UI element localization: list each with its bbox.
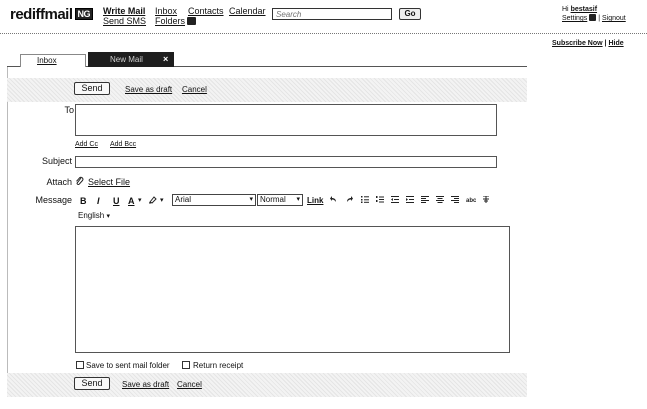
redo-icon[interactable] bbox=[345, 196, 353, 203]
font-size-value: Normal bbox=[260, 195, 286, 204]
spellcheck-icon[interactable] bbox=[466, 196, 476, 203]
greeting-text: Hi bbox=[562, 6, 569, 13]
subject-field[interactable] bbox=[75, 156, 497, 168]
font-color-chevron-icon[interactable]: ▾ bbox=[138, 197, 142, 204]
save-draft-link-top[interactable]: Save as draft bbox=[125, 85, 173, 94]
font-size-chevron-icon: ▾ bbox=[296, 196, 300, 203]
align-center-icon[interactable] bbox=[436, 196, 444, 203]
send-button-bottom[interactable]: Send bbox=[74, 377, 110, 390]
rediffmail-logo[interactable] bbox=[10, 6, 93, 23]
user-panel bbox=[562, 5, 626, 23]
translate-icon[interactable] bbox=[482, 196, 490, 203]
language-value: English bbox=[78, 211, 105, 220]
header-divider bbox=[0, 33, 647, 34]
attach-label: Attach bbox=[46, 177, 72, 187]
inbox-nav-link[interactable]: Inbox bbox=[155, 6, 178, 16]
message-body-editor[interactable] bbox=[75, 226, 510, 353]
hide-promo-link[interactable]: Hide bbox=[608, 40, 624, 47]
signout-link[interactable]: Signout bbox=[601, 15, 626, 22]
svg-text:abc: abc bbox=[466, 198, 476, 203]
select-file-link[interactable]: Select File bbox=[88, 177, 131, 187]
save-to-sent-label: Save to sent mail folder bbox=[86, 361, 170, 370]
return-receipt-label: Return receipt bbox=[193, 361, 244, 370]
tab-new-mail[interactable] bbox=[88, 52, 174, 67]
add-cc-link[interactable]: Add Cc bbox=[75, 141, 98, 148]
username-link[interactable]: bestasif bbox=[570, 6, 598, 13]
numbered-list-icon[interactable] bbox=[376, 196, 384, 203]
promo-separator: | bbox=[604, 40, 607, 47]
contacts-nav-link[interactable]: Contacts bbox=[188, 6, 224, 16]
tab-inbox[interactable] bbox=[20, 54, 86, 67]
settings-dropdown-icon[interactable] bbox=[589, 14, 596, 21]
tab-inbox-label: Inbox bbox=[37, 56, 57, 65]
calendar-nav-link[interactable]: Calendar bbox=[229, 6, 266, 16]
return-receipt-checkbox[interactable] bbox=[182, 361, 190, 369]
promo-bar bbox=[552, 40, 624, 47]
subscribe-now-link[interactable]: Subscribe Now bbox=[552, 40, 603, 47]
undo-icon[interactable] bbox=[330, 196, 338, 203]
tab-new-mail-label: New Mail bbox=[110, 55, 143, 64]
font-size-select[interactable] bbox=[257, 194, 303, 206]
subject-label: Subject bbox=[41, 156, 72, 166]
message-label: Message bbox=[35, 195, 72, 205]
logo-badge: NG bbox=[75, 8, 94, 20]
align-right-icon[interactable] bbox=[451, 196, 459, 203]
insert-link-button[interactable]: Link bbox=[307, 196, 324, 205]
to-label: To bbox=[64, 105, 74, 115]
send-button-top[interactable]: Send bbox=[74, 82, 110, 95]
outdent-icon[interactable] bbox=[391, 196, 399, 203]
bottom-action-bar bbox=[7, 373, 527, 397]
logo-text: rediffmail bbox=[10, 6, 73, 23]
italic-button[interactable]: I bbox=[97, 196, 100, 206]
user-menu-separator: | bbox=[598, 15, 601, 22]
language-chevron-icon: ▾ bbox=[106, 213, 110, 220]
add-bcc-link[interactable]: Add Bcc bbox=[110, 141, 137, 148]
write-mail-link[interactable]: Write Mail bbox=[103, 6, 146, 16]
cancel-link-bottom[interactable]: Cancel bbox=[177, 380, 202, 389]
align-left-icon[interactable] bbox=[421, 196, 429, 203]
folders-nav-link[interactable]: Folders bbox=[155, 16, 186, 26]
paperclip-icon bbox=[75, 176, 84, 186]
font-family-chevron-icon: ▾ bbox=[249, 196, 253, 203]
highlight-color-icon[interactable] bbox=[148, 195, 158, 204]
search-input[interactable] bbox=[272, 8, 392, 20]
search-go-button[interactable]: Go bbox=[399, 8, 421, 20]
save-to-sent-checkbox[interactable] bbox=[76, 361, 84, 369]
settings-link[interactable]: Settings bbox=[562, 15, 588, 22]
save-draft-link-bottom[interactable]: Save as draft bbox=[122, 380, 170, 389]
folders-nav[interactable] bbox=[155, 16, 196, 26]
font-family-value: Arial bbox=[175, 195, 192, 204]
bulleted-list-icon[interactable] bbox=[361, 196, 369, 203]
font-family-select[interactable] bbox=[172, 194, 256, 206]
language-select[interactable] bbox=[78, 211, 110, 220]
send-sms-link[interactable]: Send SMS bbox=[103, 16, 147, 26]
highlight-chevron-icon[interactable]: ▾ bbox=[160, 197, 164, 204]
folder-dropdown-icon[interactable] bbox=[187, 17, 196, 25]
to-field[interactable] bbox=[75, 104, 497, 136]
bold-button[interactable]: B bbox=[80, 196, 87, 206]
top-action-bar bbox=[7, 78, 527, 102]
font-color-button[interactable]: A bbox=[128, 196, 135, 206]
close-tab-icon[interactable]: × bbox=[163, 54, 169, 64]
indent-icon[interactable] bbox=[406, 196, 414, 203]
cancel-link-top[interactable]: Cancel bbox=[182, 85, 207, 94]
underline-button[interactable]: U bbox=[113, 196, 120, 206]
